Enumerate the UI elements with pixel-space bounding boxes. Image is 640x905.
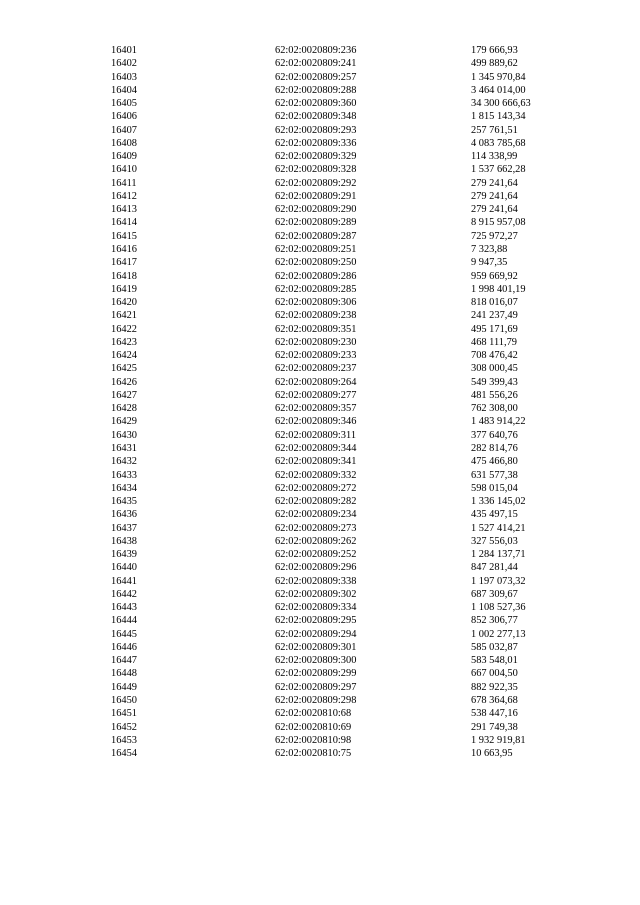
row-number: 16427 xyxy=(111,389,137,401)
cadastral-value: 725 972,27 xyxy=(471,230,518,242)
cadastral-number: 62:02:0020809:311 xyxy=(275,429,357,441)
cadastral-value: 598 015,04 xyxy=(471,482,518,494)
table-row xyxy=(0,243,640,256)
cadastral-number: 62:02:0020809:300 xyxy=(275,655,357,667)
table-row xyxy=(0,309,640,322)
row-number: 16405 xyxy=(111,98,137,110)
row-number: 16417 xyxy=(111,257,137,269)
cadastral-number: 62:02:0020809:336 xyxy=(275,137,357,149)
table-row xyxy=(0,681,640,694)
cadastral-number: 62:02:0020809:290 xyxy=(275,204,357,216)
cadastral-value: 1 537 662,28 xyxy=(471,164,526,176)
row-number: 16426 xyxy=(111,376,137,388)
cadastral-number: 62:02:0020809:297 xyxy=(275,681,357,693)
row-number: 16414 xyxy=(111,217,137,229)
table-row xyxy=(0,641,640,654)
table-row xyxy=(0,575,640,588)
row-number: 16428 xyxy=(111,403,137,415)
table-row xyxy=(0,402,640,415)
table-row xyxy=(0,614,640,627)
row-number: 16434 xyxy=(111,482,137,494)
cadastral-value: 1 197 073,32 xyxy=(471,575,526,587)
cadastral-value: 585 032,87 xyxy=(471,641,518,653)
cadastral-number: 62:02:0020810:75 xyxy=(275,748,352,760)
cadastral-number: 62:02:0020809:351 xyxy=(275,323,357,335)
row-number: 16443 xyxy=(111,602,137,614)
cadastral-value: 1 284 137,71 xyxy=(471,549,526,561)
cadastral-value: 499 889,62 xyxy=(471,58,518,70)
row-number: 16444 xyxy=(111,615,137,627)
cadastral-number: 62:02:0020809:288 xyxy=(275,84,357,96)
table-row xyxy=(0,71,640,84)
cadastral-number: 62:02:0020809:329 xyxy=(275,151,357,163)
cadastral-value: 9 947,35 xyxy=(471,257,508,269)
table-row xyxy=(0,57,640,70)
cadastral-number: 62:02:0020809:299 xyxy=(275,668,357,680)
table-row xyxy=(0,389,640,402)
table-row xyxy=(0,601,640,614)
cadastral-value: 762 308,00 xyxy=(471,403,518,415)
row-number: 16454 xyxy=(111,748,137,760)
cadastral-number: 62:02:0020809:233 xyxy=(275,350,357,362)
cadastral-number: 62:02:0020809:294 xyxy=(275,628,357,640)
cadastral-value: 241 237,49 xyxy=(471,310,518,322)
cadastral-value: 435 497,15 xyxy=(471,509,518,521)
cadastral-value: 1 998 401,19 xyxy=(471,283,526,295)
table-row xyxy=(0,203,640,216)
row-number: 16422 xyxy=(111,323,137,335)
table-row xyxy=(0,654,640,667)
cadastral-value: 1 815 143,34 xyxy=(471,111,526,123)
table-row xyxy=(0,561,640,574)
cadastral-number: 62:02:0020809:272 xyxy=(275,482,357,494)
cadastral-value: 1 345 970,84 xyxy=(471,71,526,83)
table-row xyxy=(0,97,640,110)
cadastral-value: 495 171,69 xyxy=(471,323,518,335)
table-row xyxy=(0,376,640,389)
cadastral-value: 179 666,93 xyxy=(471,45,518,56)
table-row xyxy=(0,190,640,203)
table-row xyxy=(0,336,640,349)
table-row xyxy=(0,362,640,375)
row-number: 16407 xyxy=(111,124,137,136)
table-body xyxy=(0,44,640,760)
cadastral-value: 282 814,76 xyxy=(471,442,518,454)
table-row xyxy=(0,721,640,734)
cadastral-number: 62:02:0020810:98 xyxy=(275,734,352,746)
row-number: 16411 xyxy=(111,177,137,189)
cadastral-value: 34 300 666,63 xyxy=(471,98,531,110)
cadastral-number: 62:02:0020809:262 xyxy=(275,535,357,547)
table-row xyxy=(0,230,640,243)
cadastral-number: 62:02:0020809:338 xyxy=(275,575,357,587)
table-row xyxy=(0,163,640,176)
row-number: 16403 xyxy=(111,71,137,83)
row-number: 16424 xyxy=(111,350,137,362)
table-row xyxy=(0,442,640,455)
cadastral-value: 852 306,77 xyxy=(471,615,518,627)
row-number: 16433 xyxy=(111,469,137,481)
cadastral-value: 538 447,16 xyxy=(471,708,518,720)
row-number: 16442 xyxy=(111,588,137,600)
table-row xyxy=(0,522,640,535)
cadastral-number: 62:02:0020809:332 xyxy=(275,469,357,481)
table-row xyxy=(0,455,640,468)
cadastral-number: 62:02:0020809:234 xyxy=(275,509,357,521)
row-number: 16425 xyxy=(111,363,137,375)
cadastral-number: 62:02:0020809:289 xyxy=(275,217,357,229)
row-number: 16406 xyxy=(111,111,137,123)
cadastral-number: 62:02:0020809:344 xyxy=(275,442,357,454)
row-number: 16430 xyxy=(111,429,137,441)
row-number: 16412 xyxy=(111,190,137,202)
row-number: 16440 xyxy=(111,562,137,574)
cadastral-value: 475 466,80 xyxy=(471,456,518,468)
table-row xyxy=(0,628,640,641)
cadastral-value: 377 640,76 xyxy=(471,429,518,441)
cadastral-value: 583 548,01 xyxy=(471,655,518,667)
cadastral-value: 959 669,92 xyxy=(471,270,518,282)
cadastral-value: 468 111,79 xyxy=(471,336,517,348)
row-number: 16408 xyxy=(111,137,137,149)
cadastral-value: 1 002 277,13 xyxy=(471,628,526,640)
table-row xyxy=(0,216,640,229)
cadastral-number: 62:02:0020809:293 xyxy=(275,124,357,136)
cadastral-number: 62:02:0020809:291 xyxy=(275,190,357,202)
cadastral-value: 3 464 014,00 xyxy=(471,84,526,96)
table-row xyxy=(0,283,640,296)
cadastral-number: 62:02:0020809:360 xyxy=(275,98,357,110)
row-number: 16439 xyxy=(111,549,137,561)
cadastral-value: 279 241,64 xyxy=(471,190,518,202)
row-number: 16435 xyxy=(111,496,137,508)
row-number: 16432 xyxy=(111,456,137,468)
row-number: 16415 xyxy=(111,230,137,242)
cadastral-value: 1 108 527,36 xyxy=(471,602,526,614)
cadastral-number: 62:02:0020809:328 xyxy=(275,164,357,176)
cadastral-number: 62:02:0020809:298 xyxy=(275,695,357,707)
cadastral-value: 1 527 414,21 xyxy=(471,522,526,534)
table-row xyxy=(0,482,640,495)
cadastral-value: 882 922,35 xyxy=(471,681,518,693)
table-row xyxy=(0,415,640,428)
cadastral-number: 62:02:0020809:241 xyxy=(275,58,357,70)
table-row xyxy=(0,429,640,442)
cadastral-value: 257 761,51 xyxy=(471,124,518,136)
row-number: 16401 xyxy=(111,45,137,56)
table-row xyxy=(0,508,640,521)
row-number: 16404 xyxy=(111,84,137,96)
cadastral-number: 62:02:0020809:252 xyxy=(275,549,357,561)
table-row xyxy=(0,694,640,707)
table-row xyxy=(0,667,640,680)
table-row xyxy=(0,535,640,548)
cadastral-value: 308 000,45 xyxy=(471,363,518,375)
row-number: 16441 xyxy=(111,575,137,587)
table-row xyxy=(0,150,640,163)
cadastral-value: 481 556,26 xyxy=(471,389,518,401)
table-row xyxy=(0,256,640,269)
table-row xyxy=(0,44,640,57)
cadastral-number: 62:02:0020809:334 xyxy=(275,602,357,614)
table-row xyxy=(0,548,640,561)
table-row xyxy=(0,296,640,309)
cadastral-number: 62:02:0020809:273 xyxy=(275,522,357,534)
row-number: 16452 xyxy=(111,721,137,733)
cadastral-number: 62:02:0020809:257 xyxy=(275,71,357,83)
cadastral-number: 62:02:0020809:251 xyxy=(275,243,357,255)
row-number: 16419 xyxy=(111,283,137,295)
cadastral-number: 62:02:0020809:237 xyxy=(275,363,357,375)
row-number: 16410 xyxy=(111,164,137,176)
row-number: 16453 xyxy=(111,734,137,746)
cadastral-value: 8 915 957,08 xyxy=(471,217,526,229)
cadastral-value: 114 338,99 xyxy=(471,151,518,163)
cadastral-number: 62:02:0020809:285 xyxy=(275,283,357,295)
cadastral-value: 667 004,50 xyxy=(471,668,518,680)
row-number: 16423 xyxy=(111,336,137,348)
cadastral-number: 62:02:0020809:286 xyxy=(275,270,357,282)
cadastral-number: 62:02:0020809:287 xyxy=(275,230,357,242)
cadastral-number: 62:02:0020810:69 xyxy=(275,721,352,733)
row-number: 16416 xyxy=(111,243,137,255)
row-number: 16402 xyxy=(111,58,137,70)
cadastral-number: 62:02:0020809:292 xyxy=(275,177,357,189)
cadastral-number: 62:02:0020809:236 xyxy=(275,45,357,56)
table-row xyxy=(0,734,640,747)
table-row xyxy=(0,124,640,137)
cadastral-number: 62:02:0020809:282 xyxy=(275,496,357,508)
cadastral-value: 631 577,38 xyxy=(471,469,518,481)
row-number: 16437 xyxy=(111,522,137,534)
cadastral-number: 62:02:0020809:264 xyxy=(275,376,357,388)
row-number: 16448 xyxy=(111,668,137,680)
cadastral-number: 62:02:0020809:341 xyxy=(275,456,357,468)
table-row xyxy=(0,588,640,601)
table-row xyxy=(0,747,640,760)
row-number: 16418 xyxy=(111,270,137,282)
row-number: 16438 xyxy=(111,535,137,547)
cadastral-number: 62:02:0020809:296 xyxy=(275,562,357,574)
cadastral-number: 62:02:0020809:301 xyxy=(275,641,357,653)
row-number: 16413 xyxy=(111,204,137,216)
cadastral-number: 62:02:0020810:68 xyxy=(275,708,352,720)
cadastral-value: 687 309,67 xyxy=(471,588,518,600)
row-number: 16420 xyxy=(111,297,137,309)
table-row xyxy=(0,84,640,97)
table-row xyxy=(0,177,640,190)
cadastral-value: 818 016,07 xyxy=(471,297,518,309)
cadastral-number: 62:02:0020809:230 xyxy=(275,336,357,348)
cadastral-value: 1 932 919,81 xyxy=(471,734,526,746)
table-row xyxy=(0,469,640,482)
cadastral-value: 678 364,68 xyxy=(471,695,518,707)
row-number: 16429 xyxy=(111,416,137,428)
cadastral-value: 279 241,64 xyxy=(471,177,518,189)
cadastral-value: 279 241,64 xyxy=(471,204,518,216)
table-row xyxy=(0,110,640,123)
row-number: 16436 xyxy=(111,509,137,521)
cadastral-value: 847 281,44 xyxy=(471,562,518,574)
row-number: 16431 xyxy=(111,442,137,454)
table-row xyxy=(0,495,640,508)
cadastral-value: 1 483 914,22 xyxy=(471,416,526,428)
cadastral-value: 549 399,43 xyxy=(471,376,518,388)
cadastral-value: 291 749,38 xyxy=(471,721,518,733)
table-row xyxy=(0,137,640,150)
table-row xyxy=(0,349,640,362)
cadastral-number: 62:02:0020809:346 xyxy=(275,416,357,428)
cadastral-number: 62:02:0020809:250 xyxy=(275,257,357,269)
cadastral-number: 62:02:0020809:295 xyxy=(275,615,357,627)
cadastral-number: 62:02:0020809:277 xyxy=(275,389,357,401)
cadastral-value-table xyxy=(0,44,640,760)
row-number: 16445 xyxy=(111,628,137,640)
cadastral-value: 7 323,88 xyxy=(471,243,508,255)
cadastral-value: 1 336 145,02 xyxy=(471,496,526,508)
row-number: 16421 xyxy=(111,310,137,322)
cadastral-value: 10 663,95 xyxy=(471,748,513,760)
table-row xyxy=(0,323,640,336)
row-number: 16449 xyxy=(111,681,137,693)
cadastral-number: 62:02:0020809:238 xyxy=(275,310,357,322)
row-number: 16451 xyxy=(111,708,137,720)
cadastral-value: 708 476,42 xyxy=(471,350,518,362)
row-number: 16446 xyxy=(111,641,137,653)
cadastral-number: 62:02:0020809:306 xyxy=(275,297,357,309)
cadastral-number: 62:02:0020809:302 xyxy=(275,588,357,600)
cadastral-number: 62:02:0020809:348 xyxy=(275,111,357,123)
row-number: 16447 xyxy=(111,655,137,667)
cadastral-value: 4 083 785,68 xyxy=(471,137,526,149)
cadastral-number: 62:02:0020809:357 xyxy=(275,403,357,415)
table-row xyxy=(0,707,640,720)
table-row xyxy=(0,270,640,283)
cadastral-value: 327 556,03 xyxy=(471,535,518,547)
row-number: 16450 xyxy=(111,695,137,707)
row-number: 16409 xyxy=(111,151,137,163)
